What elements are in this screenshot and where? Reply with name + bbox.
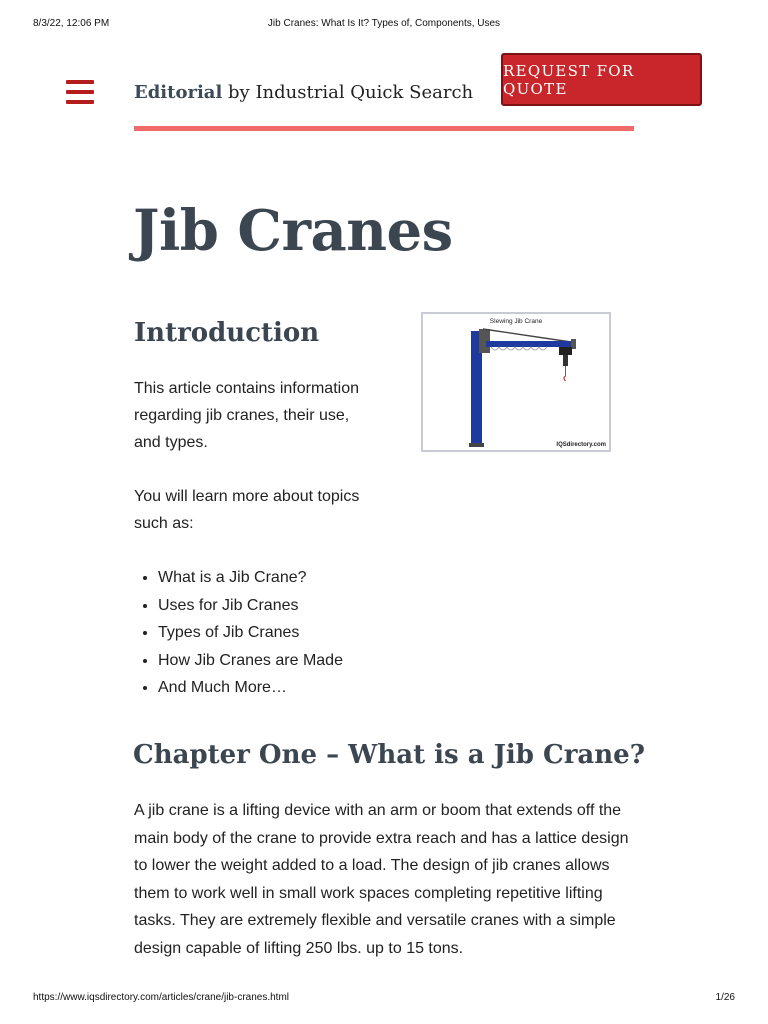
figure-credit: IQSdirectory.com [556,442,606,448]
print-url: https://www.iqsdirectory.com/articles/crane/jib-cranes.html [33,992,290,1003]
crane-boom [486,341,575,347]
list-item: • What is a Jib Crane? [158,564,343,592]
learn-more-paragraph: You will learn more about topics such as: [134,488,360,532]
hamburger-menu-icon[interactable] [66,80,94,104]
chapter-one-heading: Chapter One – What is a Jib Crane? [133,740,645,770]
hoist [559,347,572,355]
print-datetime: 8/3/22, 12:06 PM [33,18,110,29]
list-item: • Types of Jib Cranes [158,619,343,647]
list-item: • And Much More… [158,674,343,702]
jib-crane-figure [421,312,611,452]
list-item: • Uses for Jib Cranes [158,592,343,620]
print-page-number: 1/26 [715,992,735,1003]
site-byline[interactable]: by Industrial Quick Search [228,82,474,103]
introduction-heading: Introduction [134,318,320,348]
header-divider [134,126,634,131]
topics-list [134,564,343,702]
site-title[interactable] [134,82,473,103]
page-title: Jib Cranes [133,198,453,264]
intro-paragraph: This article contains information regarding jib cranes, their use, and types. [134,380,359,451]
slewing-jib-crane-illustration [423,314,609,450]
figure-caption: Slewing Jib Crane [489,318,543,325]
print-page-title: Jib Cranes: What Is It? Types of, Components, Uses [267,18,501,29]
site-brand[interactable]: Editorial [134,82,223,103]
request-for-quote-button[interactable]: REQUEST FOR QUOTE [501,53,702,106]
hook-icon [564,376,566,381]
chapter-one-paragraph: A jib crane is a lifting device with an arm or boom that extends off the main body of the crane to provide extra reach and has a lattice design to lower the weight added to a load. The design of jib cranes allows them to work well in small work spaces completing repetitive lifting tasks. They are extremely flexible and versatile cranes with a simple design capable of lifting 250 lbs. up to 15 tons. [134,802,629,957]
list-item: • How Jib Cranes are Made [158,647,343,675]
